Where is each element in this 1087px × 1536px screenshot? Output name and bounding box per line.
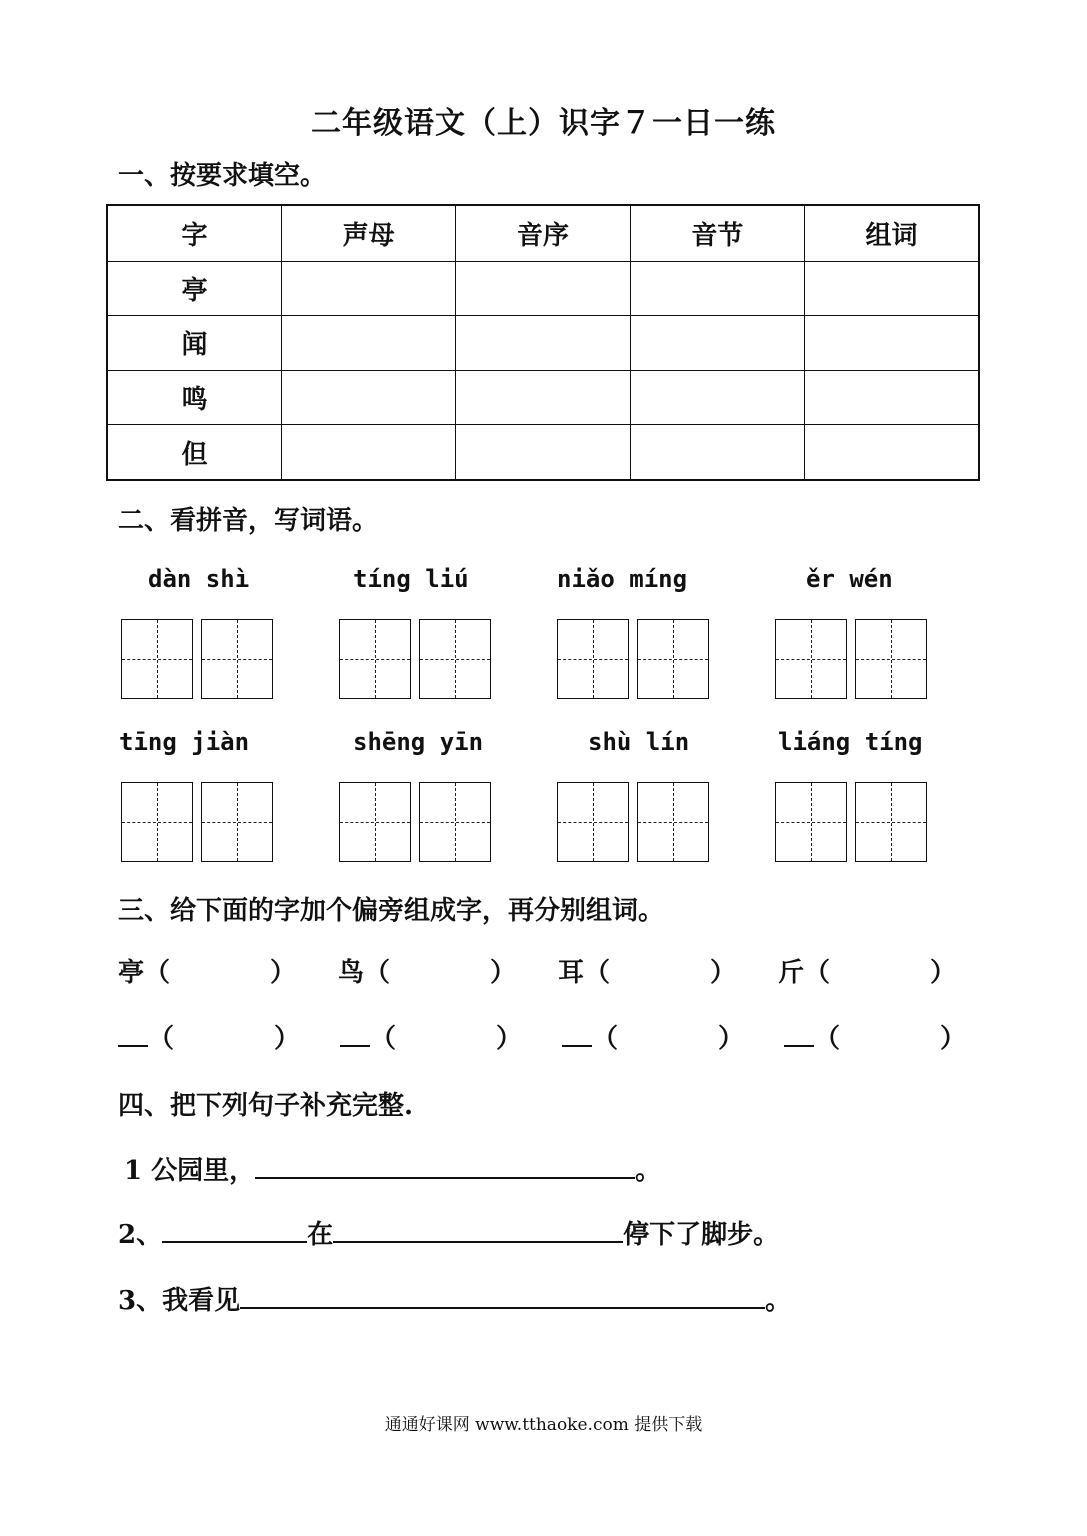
col-header: 音节 bbox=[630, 205, 804, 261]
answer-cell[interactable] bbox=[805, 261, 979, 316]
paren: （ bbox=[370, 1024, 397, 1054]
paren: （ bbox=[148, 1024, 175, 1054]
paren: （ bbox=[364, 958, 391, 988]
paren: ） bbox=[940, 1024, 967, 1054]
sentence-text: 2、 bbox=[118, 1220, 163, 1250]
sentence-text: 停下了脚步。 bbox=[623, 1220, 780, 1250]
sentence-text: 3、我看见 bbox=[118, 1286, 241, 1316]
new-char-blank[interactable] bbox=[562, 1025, 592, 1047]
char-cell: 亭 bbox=[107, 261, 281, 316]
col-header: 音序 bbox=[456, 205, 630, 261]
writing-box[interactable] bbox=[855, 619, 927, 699]
pinyin-label: tīng jiàn bbox=[119, 728, 250, 756]
paren: （ bbox=[814, 1024, 841, 1054]
answer-cell[interactable] bbox=[281, 425, 455, 480]
col-header: 组词 bbox=[805, 205, 979, 261]
writing-box[interactable] bbox=[419, 782, 491, 862]
paren: ） bbox=[270, 958, 297, 988]
paren: ） bbox=[710, 958, 737, 988]
writing-box[interactable] bbox=[339, 782, 411, 862]
radical-char: 耳 bbox=[558, 958, 585, 988]
paren: （ bbox=[144, 958, 171, 988]
sentence-2 bbox=[118, 1214, 779, 1251]
pinyin-label: shù lín bbox=[588, 728, 690, 756]
radical-item bbox=[338, 952, 516, 989]
footer-text: 通通好课网 www.tthaoke.com 提供下载 bbox=[384, 1415, 703, 1435]
writing-box[interactable] bbox=[775, 619, 847, 699]
new-char-item bbox=[784, 1018, 966, 1055]
sentence-text: 在 bbox=[307, 1220, 334, 1250]
answer-cell[interactable] bbox=[456, 370, 630, 425]
paren: ） bbox=[274, 1024, 301, 1054]
paren: ） bbox=[718, 1024, 745, 1054]
answer-cell[interactable] bbox=[456, 316, 630, 371]
paren: ） bbox=[496, 1024, 523, 1054]
sentence-1 bbox=[124, 1150, 661, 1187]
fill-table bbox=[106, 204, 980, 481]
section2-heading: 二、看拼音，写词语。 bbox=[118, 506, 379, 536]
sentence-blank[interactable] bbox=[162, 1219, 307, 1243]
radical-item bbox=[558, 952, 736, 989]
answer-cell[interactable] bbox=[805, 370, 979, 425]
sentence-text: 。 bbox=[635, 1156, 662, 1186]
sentence-text: 1 公园里， bbox=[124, 1156, 256, 1186]
table-header-row bbox=[107, 205, 979, 261]
paren: ） bbox=[490, 958, 517, 988]
table-row bbox=[107, 261, 979, 316]
col-header: 字 bbox=[107, 205, 281, 261]
answer-cell[interactable] bbox=[281, 370, 455, 425]
new-char-item bbox=[340, 1018, 522, 1055]
char-cell: 鸣 bbox=[107, 370, 281, 425]
answer-cell[interactable] bbox=[805, 316, 979, 371]
answer-cell[interactable] bbox=[281, 316, 455, 371]
writing-box[interactable] bbox=[557, 619, 629, 699]
writing-box[interactable] bbox=[855, 782, 927, 862]
answer-cell[interactable] bbox=[630, 261, 804, 316]
radical-char: 亭 bbox=[118, 958, 145, 988]
answer-cell[interactable] bbox=[456, 425, 630, 480]
paren: （ bbox=[804, 958, 831, 988]
radical-char: 斤 bbox=[778, 958, 805, 988]
new-char-blank[interactable] bbox=[118, 1025, 148, 1047]
radical-item bbox=[118, 952, 296, 989]
new-char-item bbox=[118, 1018, 300, 1055]
sentence-3 bbox=[118, 1280, 791, 1317]
writing-box[interactable] bbox=[637, 619, 709, 699]
pinyin-label: tíng liú bbox=[353, 565, 469, 593]
answer-cell[interactable] bbox=[281, 261, 455, 316]
char-cell: 闻 bbox=[107, 316, 281, 371]
pinyin-label: niǎo míng bbox=[557, 565, 688, 593]
pinyin-label: shēng yīn bbox=[353, 728, 484, 756]
sentence-blank[interactable] bbox=[255, 1155, 635, 1179]
new-char-item bbox=[562, 1018, 744, 1055]
writing-box[interactable] bbox=[637, 782, 709, 862]
answer-cell[interactable] bbox=[456, 261, 630, 316]
writing-box[interactable] bbox=[121, 782, 193, 862]
answer-cell[interactable] bbox=[630, 316, 804, 371]
pinyin-label: ěr wén bbox=[806, 565, 893, 593]
radical-item bbox=[778, 952, 956, 989]
writing-box[interactable] bbox=[121, 619, 193, 699]
sentence-blank[interactable] bbox=[333, 1219, 623, 1243]
writing-box[interactable] bbox=[419, 619, 491, 699]
section4-heading: 四、把下列句子补充完整. bbox=[118, 1091, 414, 1121]
section1-heading: 一、按要求填空。 bbox=[118, 161, 327, 191]
writing-box[interactable] bbox=[557, 782, 629, 862]
answer-cell[interactable] bbox=[630, 425, 804, 480]
new-char-blank[interactable] bbox=[784, 1025, 814, 1047]
writing-box[interactable] bbox=[201, 619, 273, 699]
writing-box[interactable] bbox=[339, 619, 411, 699]
paren: ） bbox=[930, 958, 957, 988]
col-header: 声母 bbox=[281, 205, 455, 261]
writing-box[interactable] bbox=[201, 782, 273, 862]
char-cell: 但 bbox=[107, 425, 281, 480]
table-row bbox=[107, 425, 979, 480]
table-row bbox=[107, 370, 979, 425]
answer-cell[interactable] bbox=[630, 370, 804, 425]
page-title: 二年级语文（上）识字７一日一练 bbox=[311, 106, 776, 141]
answer-cell[interactable] bbox=[805, 425, 979, 480]
new-char-blank[interactable] bbox=[340, 1025, 370, 1047]
paren: （ bbox=[584, 958, 611, 988]
sentence-text: 。 bbox=[765, 1286, 792, 1316]
writing-box[interactable] bbox=[775, 782, 847, 862]
table-row bbox=[107, 316, 979, 371]
section3-heading: 三、给下面的字加个偏旁组成字，再分别组词。 bbox=[118, 896, 665, 926]
radical-char: 鸟 bbox=[338, 958, 365, 988]
paren: （ bbox=[592, 1024, 619, 1054]
pinyin-label: dàn shì bbox=[148, 565, 250, 593]
sentence-blank[interactable] bbox=[240, 1285, 765, 1309]
pinyin-label: liáng tíng bbox=[778, 728, 923, 756]
